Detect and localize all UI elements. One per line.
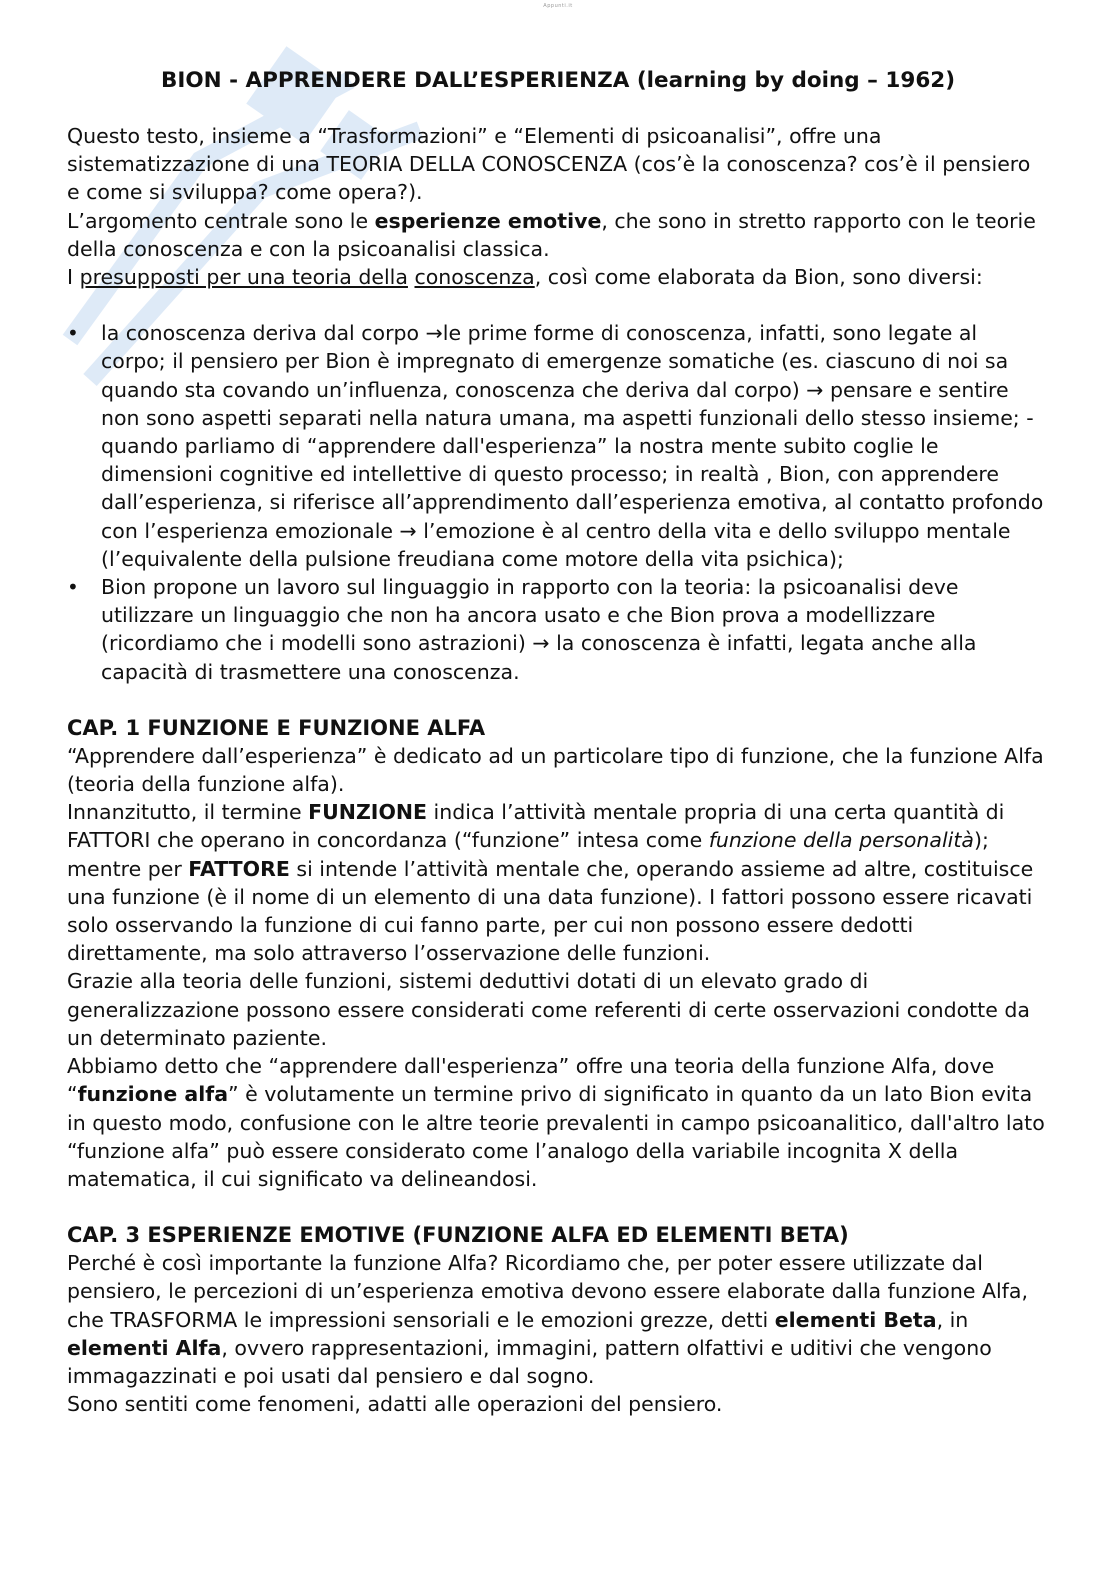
cap1-paragraph-3: Grazie alla teoria delle funzioni, sistemi deduttivi dotati di un elevato grado di generalizzazione possono essere considerati come referenti di certe osservazioni condotte da un determinato paziente.: [67, 969, 1030, 1050]
section-heading-cap3: CAP. 3 ESPERIENZE EMOTIVE (FUNZIONE ALFA ED ELEMENTI BETA): [67, 1223, 849, 1248]
intro-paragraph-3: I presupposti per una teoria della conoscenza, così come elaborata da Bion, sono diversi:: [67, 265, 983, 290]
cap1-paragraph-1: “Apprendere dall’esperienza” è dedicato ad un particolare tipo di funzione, che la funzione Alfa (teoria della funzione alfa).: [67, 743, 1044, 797]
cap1-paragraph-4: Abbiamo detto che “apprendere dall'esperienza” offre una teoria della funzione Alfa, dove “funzione alfa” è volutamente un termine privo di significato in quanto da un lato Bion evita in questo modo, confusione con le altre teorie prevalenti in campo psicoanalitico, dall'altro lato “funzione alfa” può essere considerato come l’analogo della variabile incognita X della matematica, il cui significato va delineandosi.: [67, 1054, 1045, 1191]
bullet-icon: •: [67, 321, 79, 346]
bullet-list: [67, 319, 1047, 686]
list-item: • Bion propone un lavoro sul linguaggio in rapporto con la teoria: la psicoanalisi deve utilizzare un linguaggio che non ha ancora usato e che Bion prova a modellizzare (ricordiamo che i modelli sono astrazioni) → la conoscenza è infatti, legata anche alla capacità di trasmettere una conoscenza.: [67, 575, 977, 684]
cap3-paragraph-2: Sono sentiti come fenomeni, adatti alle operazioni del pensiero.: [67, 1392, 723, 1417]
intro-paragraph-2: L’argomento centrale sono le esperienze emotive, che sono in stretto rapporto con le teorie della conoscenza e con la psicoanalisi classica.: [67, 208, 1036, 261]
page-title: BION - APPRENDERE DALL’ESPERIENZA (learning by doing – 1962): [160, 68, 956, 93]
list-item: • la conoscenza deriva dal corpo →le prime forme di conoscenza, infatti, sono legate al corpo; il pensiero per Bion è impregnato di emergenze somatiche (es. ciascuno di noi sa quando sta covando un’influenza, conoscenza che deriva dal corpo) → pensare e sentire non sono aspetti separati nella natura umana, ma aspetti funzionali dello stesso insieme; - quando parliamo di “apprendere dall'esperienza” la nostra mente subito coglie le dimensioni cognitive ed intellettive di questo processo; in realtà , Bion, con apprendere dall’esperienza, si riferisce all’apprendimento dall’esperienza emotiva, al contatto profondo con l’esperienza emozionale → l’emozione è al centro della vita e dello sviluppo mentale (l’equivalente della pulsione freudiana come motore della vita psichica);: [67, 321, 1044, 571]
intro-paragraph-1: Questo testo, insieme a “Trasformazioni” e “Elementi di psicoanalisi”, offre una sistematizzazione di una TEORIA DELLA CONOSCENZA (cos’è la conoscenza? cos’è il pensiero e come si sviluppa? come opera?).: [67, 124, 1031, 205]
header-mark: Appunti.it: [543, 3, 573, 9]
cap1-paragraph-2: Innanzitutto, il termine FUNZIONE indica l’attività mentale propria di una certa quantità di FATTORI che operano in concordanza (“funzione” intesa come funzione della personalità); mentre per FATTORE si intende l’attività mentale che, operando assieme ad altre, costituisce una funzione (è il nome di un elemento di una data funzione). I fattori possono essere ricavati solo osservando la funzione di cui fanno parte, per cui non possono essere dedotti direttamente, ma solo attraverso l’osservazione delle funzioni.: [67, 800, 1034, 966]
cap3-paragraph-1: Perché è così importante la funzione Alfa? Ricordiamo che, per poter essere utilizzate dal pensiero, le percezioni di un’esperienza emotiva devono essere elaborate dalla funzione Alfa, che TRASFORMA le impressioni sensoriali e le emozioni grezze, detti elementi Beta, in elementi Alfa, ovvero rappresentazioni, immagini, pattern olfattivi e uditivi che vengono immagazzinati e poi usati dal pensiero e dal sogno.: [67, 1251, 1028, 1388]
bullet-icon: •: [67, 575, 79, 600]
document-body: [67, 122, 1047, 1418]
section-heading-cap1: CAP. 1 FUNZIONE E FUNZIONE ALFA: [67, 715, 486, 740]
